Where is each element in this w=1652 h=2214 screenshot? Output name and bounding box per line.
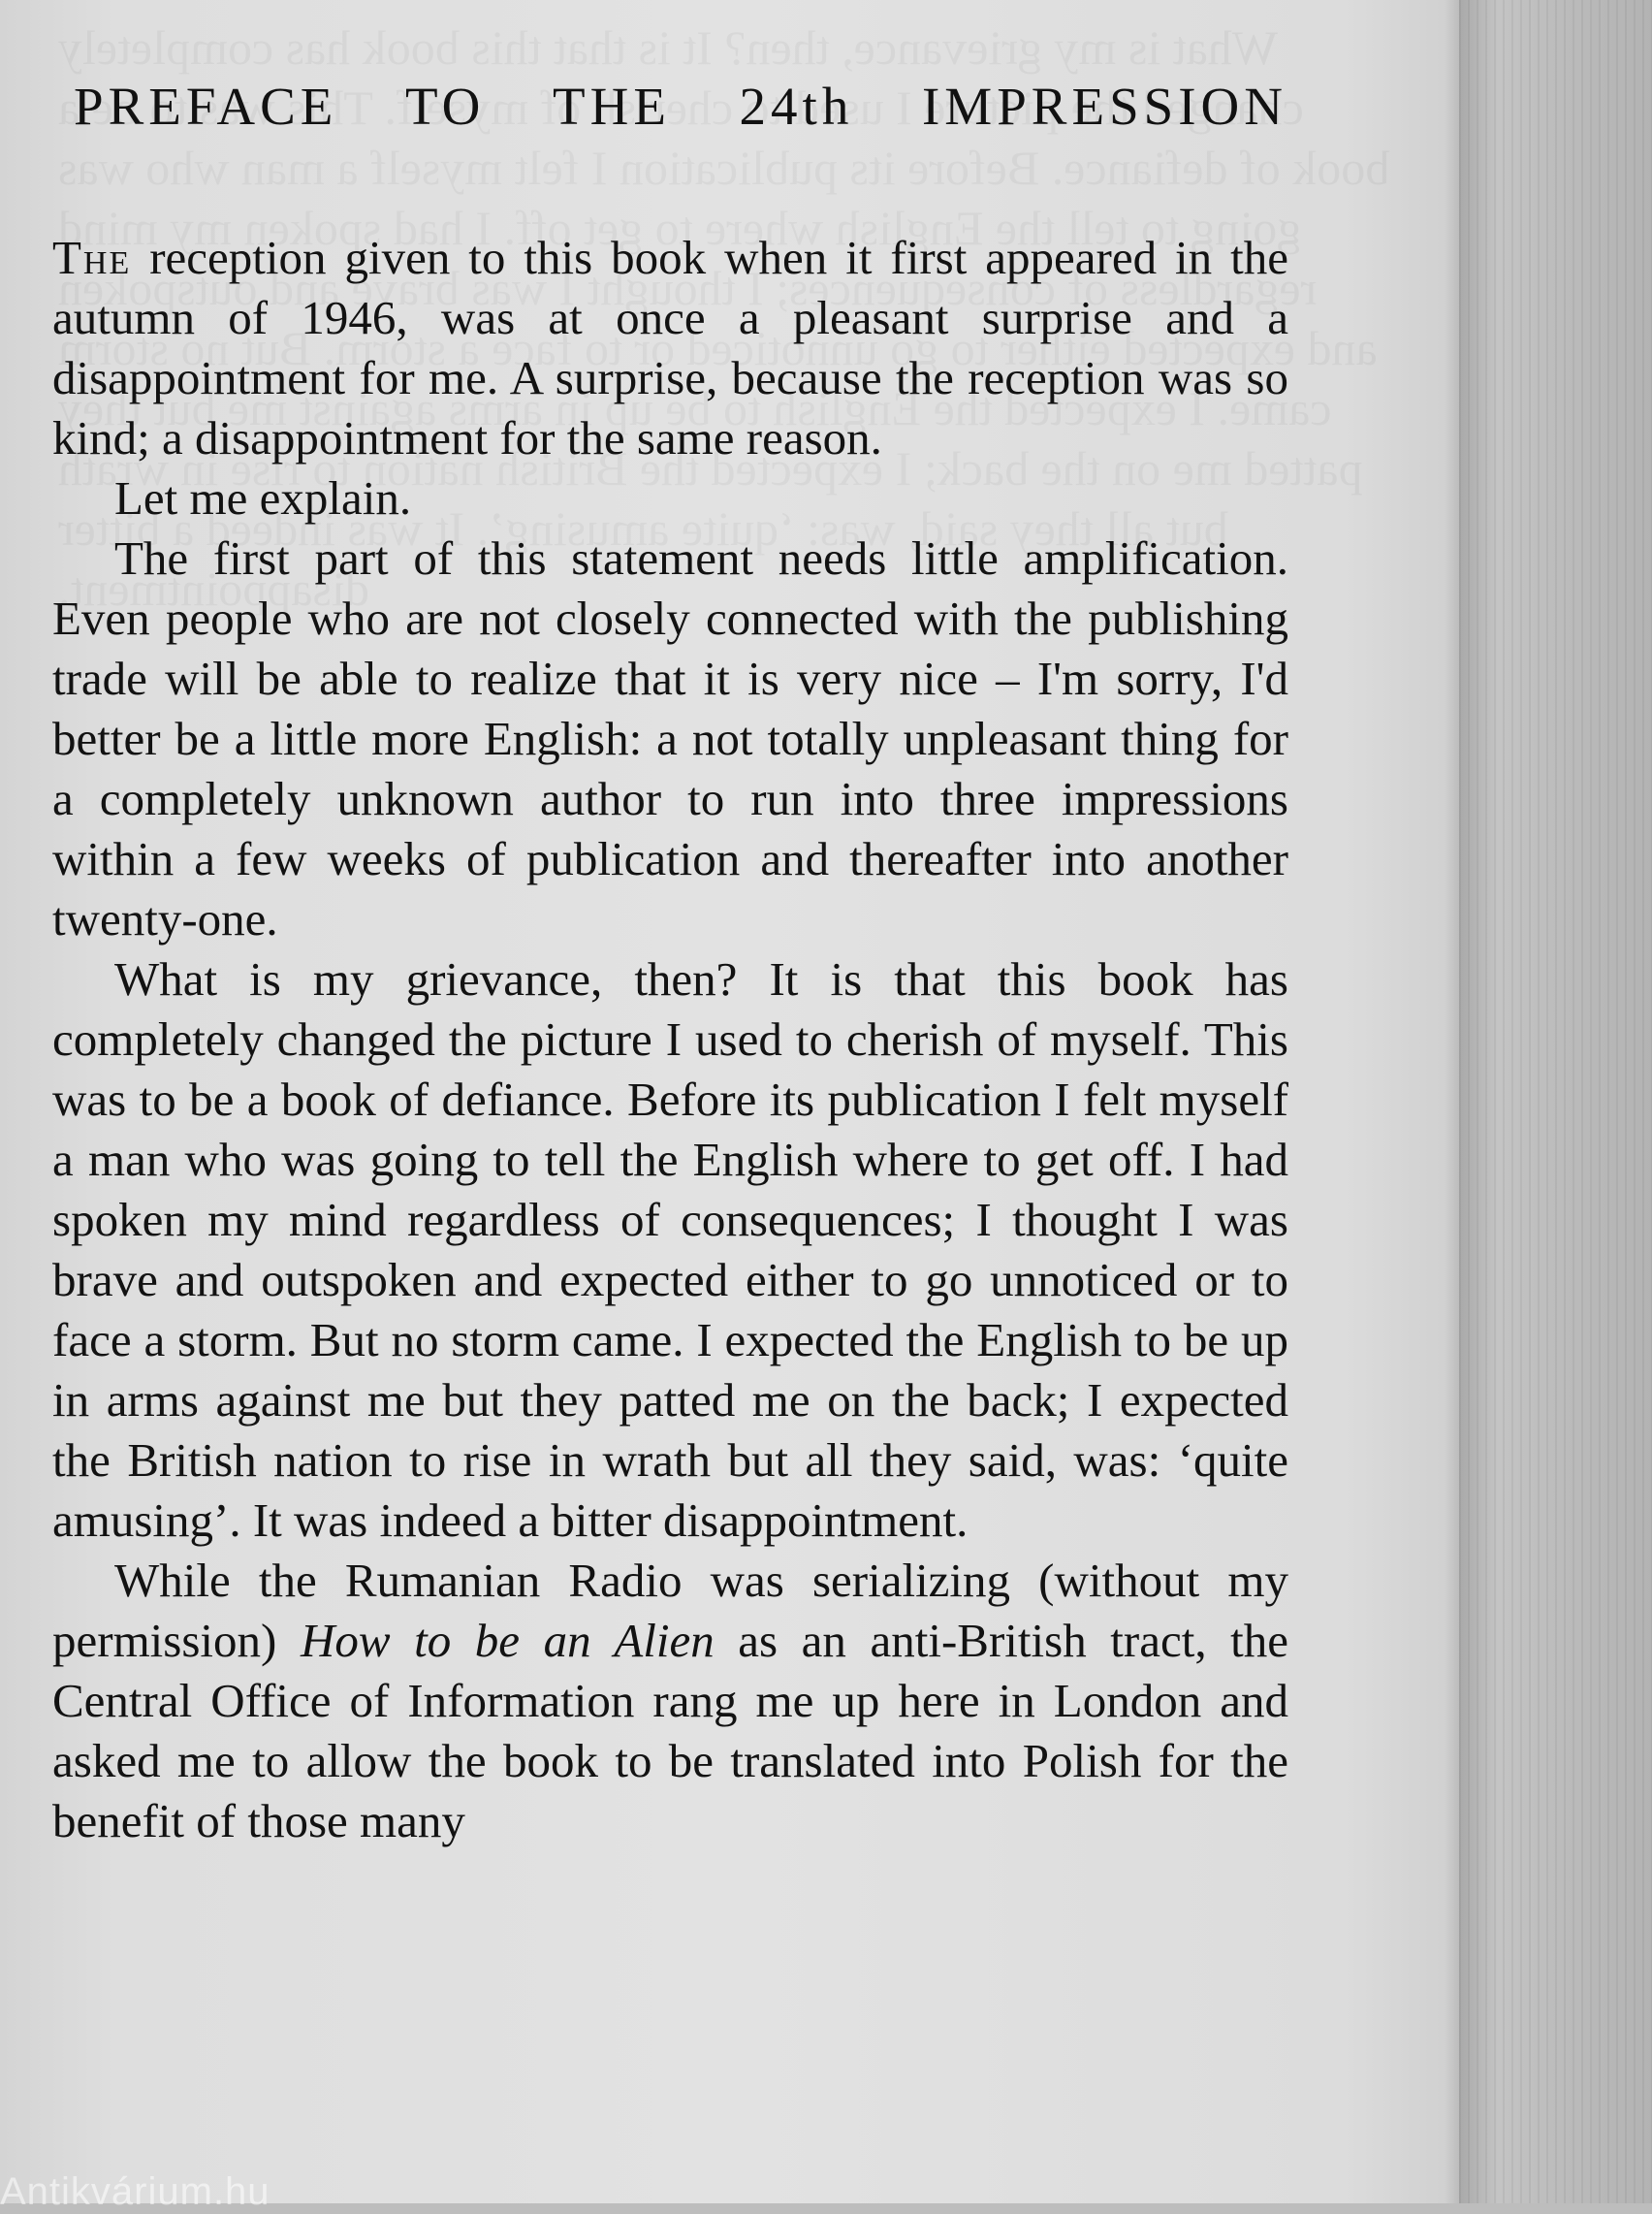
preface-body [52,228,1288,1851]
watermark: Antikvárium.hu [0,2170,270,2213]
paragraph-2: Let me explain. [114,471,412,525]
paragraph-5-after: as an anti-British tract, the Central Office of Information rang me up here in London and asked me to allow the book to be translated into Polish for the benefit of those many [52,1614,1288,1847]
paragraph-4: What is my grievance, then? It is that this book has completely changed the picture I used to cherish of myself. This was to be a book of defiance. Before its publication I felt myself a man who was going to tell the English where to get off. I had spoken my mind regardless of consequences; I thought I was brave and outspoken and expected either to go unnoticed or to face a storm. But no storm came. I expected the English to be up in arms against me but they patted me on the back; I expected the British nation to rise in wrath but all they said, was: ‘quite amusing’. It was indeed a bitter disappointment. [52,952,1288,1547]
paragraph-1-text: reception given to this book when it first appeared in the autumn of 1946, was at once a pleasant surprise and a disappointment for me. A surprise, because the reception was so kind; a disappointment for the same reason. [52,231,1288,465]
book-gutter [1459,0,1652,2203]
paragraph-5-before: While the Rumanian Radio was serializing (without my permission) [52,1554,1288,1667]
opening-smallcaps-word: The [52,231,132,284]
paragraph-5 [52,1551,1288,1851]
book-title-italic: How to be an Alien [300,1614,715,1667]
paragraph-3: The first part of this statement needs little amplification. Even people who are not closely connected with the publishing trade will be able to realize that it is very nice – I'm sorry, I'd better be a little more English: a not totally unpleasant thing for a completely unknown author to run into three impressions within a few weeks of publication and thereafter into another twenty-one. [52,531,1288,946]
paragraph-1 [52,228,1288,468]
page-title: PREFACE TO THE 24th IMPRESSION [74,77,1287,136]
